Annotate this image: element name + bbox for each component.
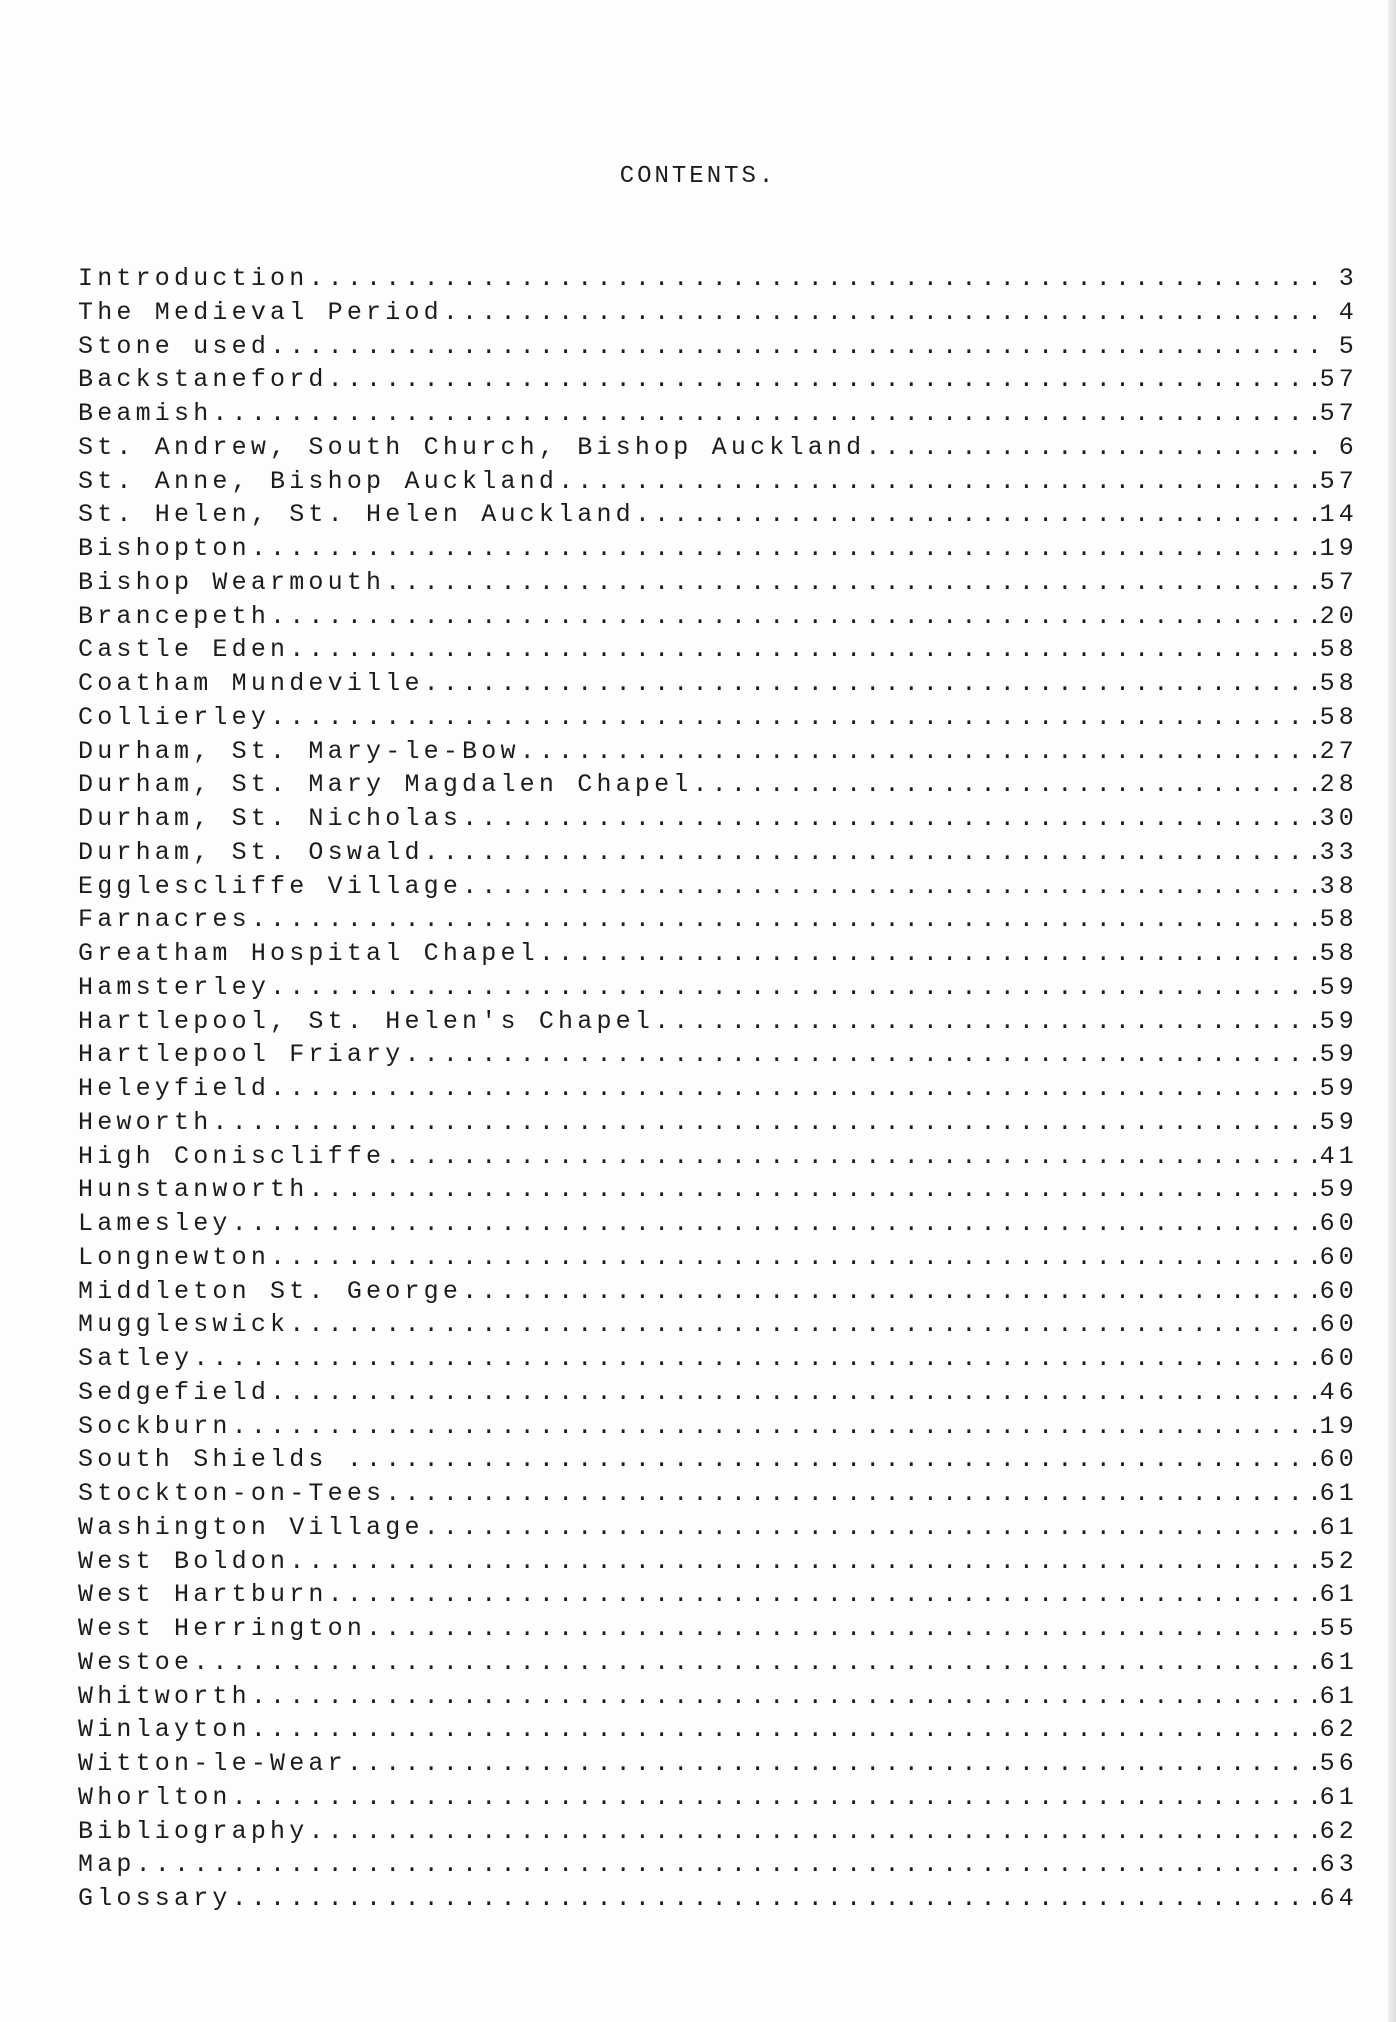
toc-entry-label: Introduction	[78, 264, 309, 293]
toc-dot-leader	[270, 971, 1316, 1005]
toc-entry-page-number: 59	[1319, 1175, 1358, 1205]
toc-dot-leader	[308, 1815, 1316, 1849]
toc-entry-label: West Herrington	[78, 1614, 367, 1643]
toc-entry-page-number: 57	[1319, 365, 1358, 395]
toc-entry-label: The Medieval Period	[78, 297, 443, 327]
toc-entry	[78, 1578, 1358, 1612]
toc-dot-leader	[251, 1713, 1316, 1747]
toc-entry-page-number: 64	[1319, 1884, 1358, 1913]
page-edge-shadow	[1388, 0, 1396, 2022]
toc-entry-page-number: 58	[1319, 702, 1358, 732]
toc-dot-leader	[193, 1342, 1316, 1376]
toc-entry-page-number: 59	[1319, 972, 1358, 1002]
toc-entry-label: Coatham Mundeville	[78, 669, 424, 698]
toc-dot-leader	[270, 1241, 1316, 1275]
toc-entry-label: Stone used	[78, 331, 271, 361]
toc-entry-page-number: 61	[1319, 1681, 1358, 1711]
toc-entry	[78, 1511, 1358, 1545]
toc-entry-label: Muggleswick	[78, 1310, 290, 1340]
toc-entry	[78, 903, 1358, 937]
toc-entry	[78, 1275, 1358, 1309]
toc-dot-leader	[136, 1848, 1316, 1882]
toc-entry-label: Lamesley	[78, 1209, 232, 1238]
toc-dot-leader	[270, 1376, 1316, 1410]
toc-dot-leader	[424, 836, 1316, 870]
toc-entry	[78, 836, 1358, 870]
toc-entry-page-number: 19	[1319, 1411, 1358, 1441]
toc-dot-leader	[424, 667, 1316, 701]
toc-entry	[78, 1173, 1358, 1207]
toc-dot-leader	[308, 1173, 1316, 1207]
toc-entry-label: Whorlton	[78, 1782, 232, 1812]
toc-dot-leader	[251, 903, 1316, 937]
toc-entry	[78, 971, 1358, 1005]
toc-entry	[78, 1140, 1358, 1174]
toc-entry-page-number: 55	[1319, 1614, 1358, 1643]
toc-entry-label: Hartlepool, St. Helen's Chapel	[78, 1006, 655, 1036]
toc-entry-page-number: 61	[1319, 1512, 1358, 1542]
toc-entry	[78, 1376, 1358, 1410]
toc-entry-label: Whitworth	[78, 1681, 251, 1711]
toc-entry-label: Durham, St. Mary-le-Bow	[78, 736, 520, 766]
toc-dot-leader	[404, 1038, 1316, 1072]
toc-entry-page-number: 60	[1319, 1344, 1358, 1373]
toc-entry	[78, 262, 1358, 296]
toc-entry-page-number: 6	[1338, 432, 1358, 462]
toc-entry-label: Witton-le-Wear	[78, 1749, 347, 1778]
toc-entry	[78, 1342, 1358, 1376]
toc-entry-page-number: 63	[1319, 1850, 1358, 1880]
toc-entry-page-number: 60	[1319, 1242, 1358, 1272]
toc-dot-leader	[212, 397, 1316, 431]
toc-entry-page-number: 19	[1319, 534, 1358, 563]
toc-dot-leader	[865, 431, 1316, 465]
toc-entry-page-number: 52	[1319, 1546, 1358, 1576]
toc-entry	[78, 1747, 1358, 1781]
toc-entry-label: Glossary	[78, 1884, 232, 1913]
toc-entry-label: St. Helen, St. Helen Auckland	[78, 500, 635, 530]
toc-entry-label: Hunstanworth	[78, 1175, 309, 1205]
toc-dot-leader	[385, 1140, 1316, 1174]
toc-entry	[78, 633, 1358, 667]
toc-entry-page-number: 60	[1319, 1209, 1358, 1238]
toc-entry-label: Map	[78, 1850, 136, 1880]
toc-entry	[78, 532, 1358, 566]
toc-dot-leader	[692, 768, 1316, 802]
toc-entry	[78, 1241, 1358, 1275]
toc-dot-leader	[251, 532, 1316, 566]
toc-entry-label: Bibliography	[78, 1816, 309, 1846]
toc-dot-leader	[520, 735, 1316, 769]
toc-entry-label: South Shields	[78, 1445, 347, 1475]
toc-entry	[78, 1781, 1358, 1815]
toc-entry-label: Heleyfield	[78, 1074, 271, 1103]
toc-dot-leader	[232, 1781, 1316, 1815]
toc-entry	[78, 363, 1358, 397]
toc-dot-leader	[443, 296, 1316, 330]
toc-dot-leader	[232, 1882, 1316, 1916]
toc-entry-label: Washington Village	[78, 1512, 424, 1542]
toc-entry	[78, 431, 1358, 465]
toc-entry-label: High Coniscliffe	[78, 1141, 386, 1171]
toc-dot-leader	[328, 1578, 1316, 1612]
page-title: CONTENTS.	[619, 163, 777, 190]
toc-entry-page-number: 60	[1319, 1276, 1358, 1306]
toc-entry	[78, 330, 1358, 364]
toc-entry-label: Heworth	[78, 1107, 213, 1137]
toc-entry	[78, 1410, 1358, 1444]
toc-entry-page-number: 3	[1338, 264, 1358, 293]
toc-entry-page-number: 20	[1319, 601, 1358, 631]
toc-entry-page-number: 58	[1319, 635, 1358, 665]
toc-entry-page-number: 38	[1319, 871, 1358, 901]
toc-entry-page-number: 46	[1319, 1377, 1358, 1407]
toc-dot-leader	[385, 1477, 1316, 1511]
toc-entry-label: West Hartburn	[78, 1580, 328, 1610]
toc-entry	[78, 1477, 1358, 1511]
toc-entry-label: Greatham Hospital Chapel	[78, 939, 539, 968]
toc-dot-leader	[193, 1646, 1316, 1680]
toc-dot-leader	[212, 1106, 1316, 1140]
toc-entry-label: St. Andrew, South Church, Bishop Auckland	[78, 432, 866, 462]
toc-dot-leader	[635, 498, 1316, 532]
toc-entry-label: Beamish	[78, 399, 213, 428]
toc-dot-leader	[270, 330, 1316, 364]
toc-entry	[78, 296, 1358, 330]
toc-entry-page-number: 57	[1319, 466, 1358, 496]
toc-entry-label: Hamsterley	[78, 972, 271, 1002]
toc-entry	[78, 1612, 1358, 1646]
toc-dot-leader	[232, 1410, 1316, 1444]
toc-entry	[78, 1815, 1358, 1849]
toc-dot-leader	[308, 262, 1316, 296]
toc-dot-leader	[270, 600, 1316, 634]
toc-dot-leader	[270, 701, 1316, 735]
toc-dot-leader	[270, 1072, 1316, 1106]
toc-entry-label: West Boldon	[78, 1546, 290, 1576]
toc-entry-label: Satley	[78, 1344, 194, 1373]
toc-entry	[78, 1882, 1358, 1916]
toc-entry	[78, 701, 1358, 735]
toc-entry-label: Sedgefield	[78, 1377, 271, 1407]
toc-entry	[78, 1443, 1358, 1477]
toc-entry	[78, 498, 1358, 532]
toc-entry-label: Durham, St. Oswald	[78, 837, 424, 867]
toc-dot-leader	[462, 802, 1316, 836]
toc-entry-page-number: 62	[1319, 1715, 1358, 1745]
toc-dot-leader	[289, 1308, 1316, 1342]
toc-dot-leader	[232, 1207, 1316, 1241]
toc-entry-page-number: 61	[1319, 1647, 1358, 1677]
toc-entry-label: Sockburn	[78, 1411, 232, 1441]
toc-entry-page-number: 4	[1338, 297, 1358, 327]
toc-entry-page-number: 60	[1319, 1310, 1358, 1340]
toc-entry-page-number: 61	[1319, 1580, 1358, 1610]
toc-entry	[78, 802, 1358, 836]
toc-dot-leader	[328, 363, 1316, 397]
toc-entry-page-number: 58	[1319, 905, 1358, 935]
toc-entry-label: Brancepeth	[78, 601, 271, 631]
table-of-contents	[78, 262, 1358, 1916]
toc-dot-leader	[347, 1747, 1316, 1781]
toc-entry-label: Collierley	[78, 702, 271, 732]
toc-entry-label: Longnewton	[78, 1242, 271, 1272]
toc-dot-leader	[347, 1443, 1316, 1477]
toc-entry-page-number: 59	[1319, 1074, 1358, 1103]
toc-entry-page-number: 5	[1338, 331, 1358, 361]
toc-entry	[78, 1646, 1358, 1680]
toc-dot-leader	[251, 1680, 1316, 1714]
toc-entry	[78, 1207, 1358, 1241]
toc-entry	[78, 1038, 1358, 1072]
toc-entry-label: Westoe	[78, 1647, 194, 1677]
toc-dot-leader	[424, 1511, 1316, 1545]
toc-entry	[78, 1106, 1358, 1140]
toc-entry	[78, 768, 1358, 802]
toc-entry-label: Middleton St. George	[78, 1276, 463, 1306]
toc-entry	[78, 465, 1358, 499]
toc-entry	[78, 1308, 1358, 1342]
toc-entry-page-number: 57	[1319, 567, 1358, 597]
toc-entry	[78, 1848, 1358, 1882]
toc-dot-leader	[539, 937, 1316, 971]
toc-entry	[78, 600, 1358, 634]
toc-dot-leader	[385, 566, 1316, 600]
toc-dot-leader	[462, 870, 1316, 904]
toc-entry	[78, 397, 1358, 431]
toc-entry-label: Winlayton	[78, 1715, 251, 1745]
toc-entry-label: Durham, St. Mary Magdalen Chapel	[78, 770, 693, 800]
toc-dot-leader	[289, 1545, 1316, 1579]
toc-entry	[78, 1072, 1358, 1106]
toc-entry	[78, 870, 1358, 904]
toc-entry-page-number: 28	[1319, 770, 1358, 800]
toc-dot-leader	[289, 633, 1316, 667]
toc-entry-label: Durham, St. Nicholas	[78, 804, 463, 833]
toc-entry	[78, 1713, 1358, 1747]
toc-entry-page-number: 59	[1319, 1107, 1358, 1137]
toc-entry-label: St. Anne, Bishop Auckland	[78, 466, 559, 496]
toc-entry	[78, 1545, 1358, 1579]
toc-entry-page-number: 62	[1319, 1816, 1358, 1846]
toc-entry	[78, 667, 1358, 701]
toc-entry	[78, 735, 1358, 769]
toc-entry-label: Castle Eden	[78, 635, 290, 665]
toc-entry	[78, 1680, 1358, 1714]
toc-entry	[78, 566, 1358, 600]
toc-entry-page-number: 56	[1319, 1749, 1358, 1778]
toc-entry-page-number: 61	[1319, 1782, 1358, 1812]
toc-entry-label: Stockton-on-Tees	[78, 1479, 386, 1508]
toc-entry-page-number: 58	[1319, 669, 1358, 698]
toc-entry-label: Bishop Wearmouth	[78, 567, 386, 597]
toc-dot-leader	[558, 465, 1316, 499]
toc-entry-page-number: 27	[1319, 736, 1358, 766]
toc-entry-label: Backstaneford	[78, 365, 328, 395]
toc-entry-page-number: 59	[1319, 1040, 1358, 1070]
toc-dot-leader	[654, 1005, 1316, 1039]
toc-entry-label: Farnacres	[78, 905, 251, 935]
toc-entry-page-number: 33	[1319, 837, 1358, 867]
toc-dot-leader	[366, 1612, 1316, 1646]
toc-entry-label: Hartlepool Friary	[78, 1040, 405, 1070]
toc-entry-page-number: 14	[1319, 500, 1358, 530]
toc-entry-page-number: 60	[1319, 1445, 1358, 1475]
toc-entry-page-number: 59	[1319, 1006, 1358, 1036]
toc-entry-page-number: 57	[1319, 399, 1358, 428]
toc-entry	[78, 937, 1358, 971]
toc-entry	[78, 1005, 1358, 1039]
toc-dot-leader	[462, 1275, 1316, 1309]
toc-entry-page-number: 41	[1319, 1141, 1358, 1171]
toc-entry-page-number: 61	[1319, 1479, 1358, 1508]
toc-entry-label: Egglescliffe Village	[78, 871, 463, 901]
toc-entry-label: Bishopton	[78, 534, 251, 563]
toc-entry-page-number: 30	[1319, 804, 1358, 833]
toc-entry-page-number: 58	[1319, 939, 1358, 968]
